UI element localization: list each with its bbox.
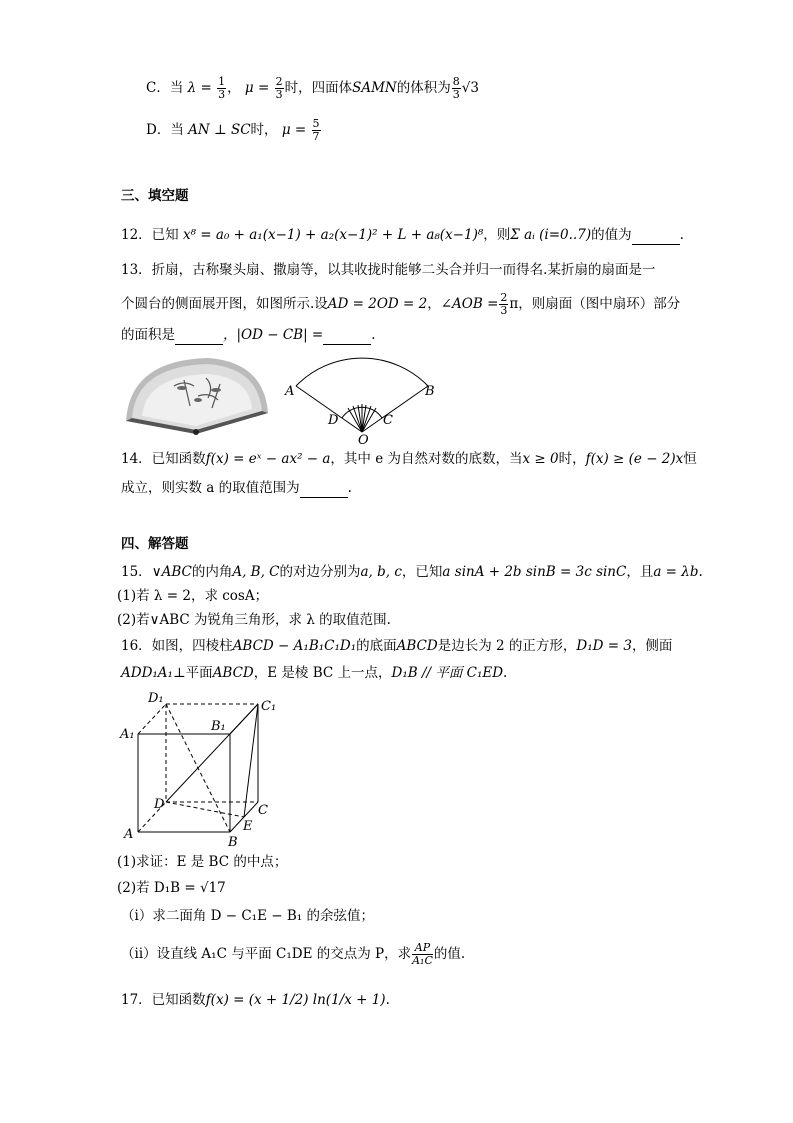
q14-l1c: ，其中 e 为自然对数的底数，当 bbox=[330, 451, 523, 467]
q16-l1e: 是边长为 2 的正方形， bbox=[437, 638, 577, 654]
q16-l2c: ABCD bbox=[212, 665, 254, 681]
q13-l2b: AD = 2OD = 2 bbox=[327, 296, 428, 312]
option-d-cond: AN ⊥ SC bbox=[188, 122, 251, 138]
q13-line1: 13．折扇，古称聚头扇、撒扇等，以其收拢时能够二头合并归一而得名.某折扇的扇面是一 bbox=[121, 262, 656, 278]
prism-label-c: C bbox=[258, 803, 268, 818]
q16-l1a: 16．如图，四棱柱 bbox=[121, 638, 233, 654]
q15-l1c: 的内角 bbox=[191, 564, 233, 580]
q17-a: 17．已知函数 bbox=[121, 992, 206, 1008]
q13-blank-1[interactable] bbox=[175, 330, 223, 345]
q13-l2c: ∠AOB = bbox=[440, 296, 499, 312]
q12-blank[interactable] bbox=[632, 230, 680, 245]
q16-l2a: ADD₁A₁ bbox=[121, 665, 173, 681]
q15-l1b: ∨ABC bbox=[151, 564, 192, 580]
fan-label-b: B bbox=[425, 384, 435, 399]
prism-label-d1: D₁ bbox=[148, 691, 164, 706]
prism-label-a1: A₁ bbox=[120, 727, 135, 742]
tetra-name: SAMN bbox=[352, 80, 397, 96]
q13-l2a: 个圆台的侧面展开图，如图所示.设 bbox=[121, 296, 328, 312]
q16-part2-ii: （ⅱ）设直线 A₁C 与平面 C₁DE 的交点为 P，求 $\frac{AP}{\text{A₁C}}$ 的值. bbox=[121, 941, 466, 967]
prism-label-e: E bbox=[243, 819, 253, 834]
q16-l2e: D₁B // 平面 C₁ED bbox=[391, 665, 504, 681]
q16-p4a: （ⅱ）设直线 A₁C 与平面 C₁DE 的交点为 P，求 bbox=[121, 946, 412, 962]
prism-label-b: B bbox=[228, 835, 238, 850]
q12-num: 12．已知 bbox=[121, 227, 179, 243]
q15-l1e: 的对边分别为 bbox=[279, 564, 361, 580]
fan-label-c: C bbox=[383, 413, 393, 428]
q14-line1 bbox=[121, 449, 697, 469]
q14-l1f: f(x) ≥ (e − 2)x bbox=[585, 451, 684, 467]
q14-l2: 成立，则实数 a 的取值范围为 bbox=[121, 480, 300, 496]
q13-l2d: π，则扇面（图中扇环）部分 bbox=[509, 296, 681, 312]
option-c-label: C．当 bbox=[146, 80, 184, 96]
q14-l1d: x ≥ 0 bbox=[522, 451, 559, 467]
q13-line3: 的面积是 ，|OD − CB| = . bbox=[121, 327, 376, 343]
q16-part2: (2)若 D₁B = √17 bbox=[117, 880, 226, 896]
option-c: C．当 λ = $\frac{1}{3}$ ， μ = $\frac{2}{3}$ 时，四面体SAMN的体积为 $\frac{8}{3}$ √3 bbox=[146, 75, 479, 101]
q12-sum: Σ aᵢ (i=0..7) bbox=[510, 227, 592, 243]
q15-part1: (1)若 λ = 2，求 cosA； bbox=[117, 588, 269, 604]
q15-l1g: ，已知 bbox=[401, 564, 443, 580]
prism-label-d: D bbox=[154, 797, 165, 812]
q15-l1a: 15． bbox=[121, 564, 152, 580]
q15-l1d: A, B, C bbox=[232, 564, 280, 580]
fan-label-o: O bbox=[358, 433, 369, 444]
q14-l1g: 恒 bbox=[683, 451, 697, 467]
q16-l2b: ⊥平面 bbox=[172, 665, 213, 681]
q16-part1: (1)求证：E 是 BC 的中点； bbox=[117, 854, 288, 870]
q16-l1d: ABCD bbox=[396, 638, 438, 654]
q14-blank[interactable] bbox=[300, 483, 348, 498]
q15-l1f: a, b, c bbox=[360, 564, 402, 580]
q15-line1: 15．∨ABC的内角A, B, C的对边分别为a, b, c，已知a sinA + 2b sinB = 3c sinC，且a = λb. bbox=[121, 564, 703, 580]
folding-fan-image bbox=[124, 356, 270, 436]
q16-l1g: ，侧面 bbox=[631, 638, 673, 654]
q14-l1e: 时， bbox=[558, 451, 586, 467]
q12-formula: x⁸ = a₀ + a₁(x−1) + a₂(x−1)² + L + a₈(x−1)⁸ bbox=[182, 227, 484, 243]
q16-line2: ADD₁A₁⊥平面ABCD，E 是棱 BC 上一点，D₁B // 平面 C₁ED. bbox=[121, 665, 508, 681]
q16-l1f: D₁D = 3 bbox=[576, 638, 632, 654]
fan-diagram bbox=[282, 352, 442, 444]
option-d-label: D．当 bbox=[146, 122, 184, 138]
section-fill-blank: 三、填空题 bbox=[121, 188, 189, 204]
q12-tail: 的值为 bbox=[591, 227, 632, 243]
option-d: D．当 AN ⊥ SC时， μ = $\frac{5}{7}$ bbox=[146, 117, 320, 143]
prism-diagram bbox=[118, 686, 284, 852]
q16-l1b: ABCD − A₁B₁C₁D₁ bbox=[232, 638, 357, 654]
prism-label-a: A bbox=[124, 827, 134, 842]
option-d-mid: 时， bbox=[250, 122, 278, 138]
option-c-mid: 时，四面体 bbox=[284, 80, 353, 96]
prism-label-c1: C₁ bbox=[261, 699, 277, 714]
fan-label-a: A bbox=[285, 384, 295, 399]
section-solve: 四、解答题 bbox=[121, 536, 189, 552]
q13-blank-2[interactable] bbox=[323, 330, 371, 345]
q13-line2: 个圆台的侧面展开图，如图所示.设AD = 2OD = 2，∠AOB = $\frac{2}{3}$ π，则扇面（图中扇环）部分 bbox=[121, 291, 681, 317]
prism-label-b1: B₁ bbox=[211, 719, 226, 734]
q15-l1h: a sinA + 2b sinB = 3c sinC bbox=[442, 564, 627, 580]
q17: 17．已知函数f(x) = (x + 1/2) ln(1/x + 1). bbox=[121, 992, 390, 1008]
q17-b: f(x) = (x + 1/2) ln(1/x + 1) bbox=[205, 992, 386, 1008]
q16-l2d: ，E 是棱 BC 上一点， bbox=[253, 665, 392, 681]
q13-l3a: 的面积是 bbox=[121, 327, 175, 343]
q12-mid: ，则 bbox=[483, 227, 511, 243]
q16-line1 bbox=[121, 636, 672, 656]
q14-line2: 成立，则实数 a 的取值范围为 . bbox=[121, 480, 352, 496]
q12: 12．已知 x⁸ = a₀ + a₁(x−1) + a₂(x−1)² + L + a₈(x−1)⁸，则Σ aᵢ (i=0..7)的值为 . bbox=[121, 227, 684, 243]
q15-l1i: ，且 bbox=[626, 564, 654, 580]
fan-label-d: D bbox=[328, 413, 339, 428]
q13-l3b: ，|OD − CB| = bbox=[223, 327, 324, 343]
q15-part2: (2)若∨ABC 为锐角三角形，求 λ 的取值范围. bbox=[117, 612, 391, 628]
q14-l1a: 14．已知函数 bbox=[121, 451, 206, 467]
q15-l1j: a = λb bbox=[653, 564, 699, 580]
option-c-tail: 的体积为 bbox=[396, 80, 451, 96]
q16-l1c: 的底面 bbox=[356, 638, 397, 654]
q16-p4b: 的值. bbox=[433, 946, 466, 962]
q14-l1b: f(x) = eˣ − ax² − a bbox=[205, 451, 331, 467]
q16-part2-i: （ⅰ）求二面角 D − C₁E − B₁ 的余弦值； bbox=[121, 908, 374, 924]
